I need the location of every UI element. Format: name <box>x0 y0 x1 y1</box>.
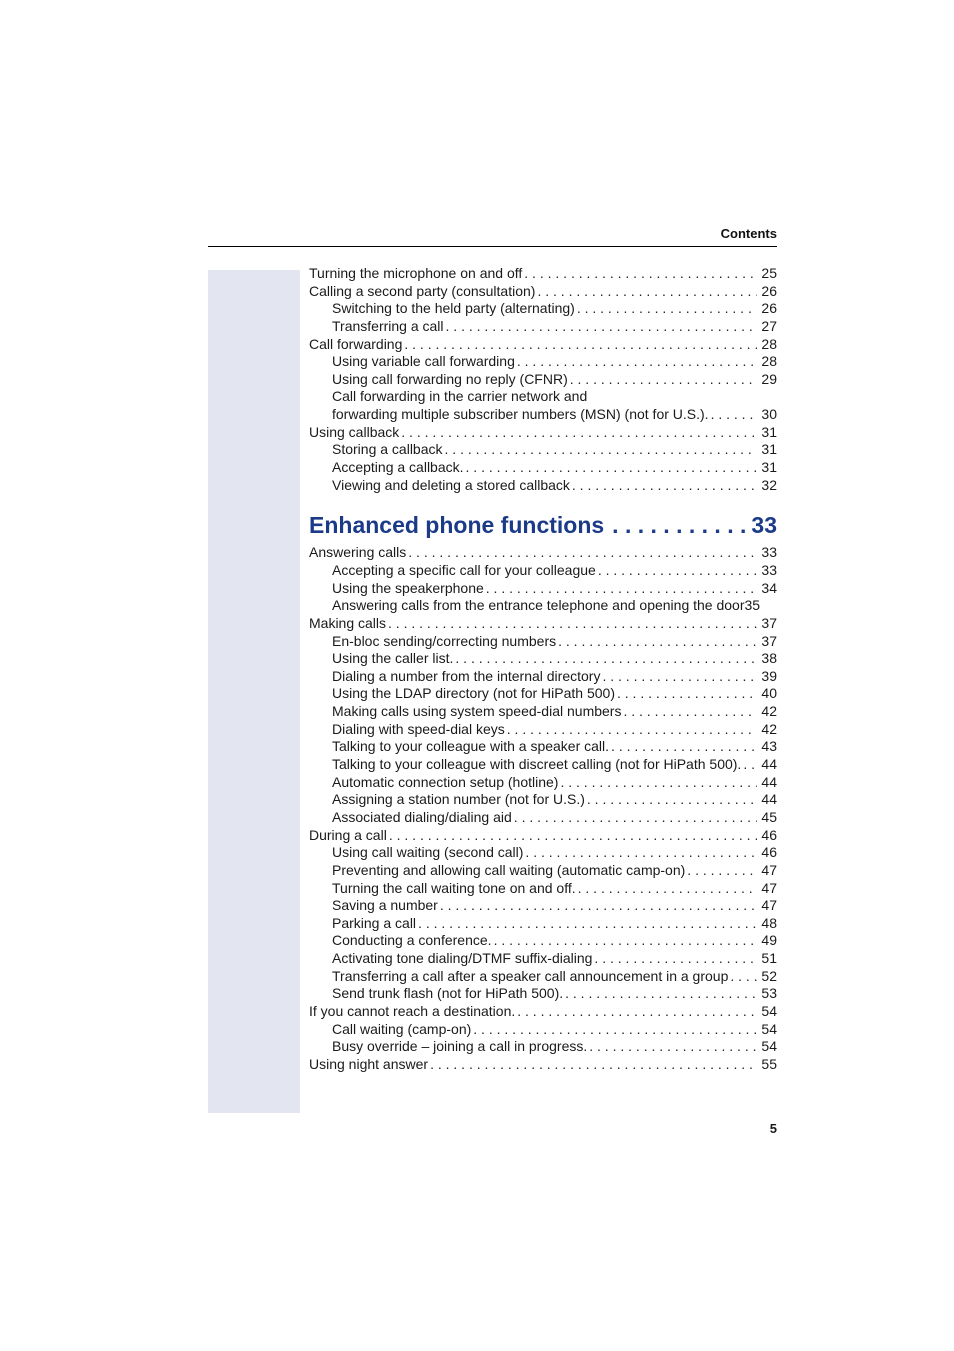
leader-dots <box>568 371 758 387</box>
toc-entry-title: Making calls <box>309 614 387 631</box>
leader-dots <box>709 406 758 422</box>
leader-dots <box>444 318 758 334</box>
leader-dots <box>453 650 757 666</box>
leader-dots <box>406 544 757 560</box>
toc-entry-page: 54 <box>761 1002 777 1019</box>
toc-entry-title: En-bloc sending/correcting numbers <box>332 632 557 649</box>
leader-dots <box>596 562 758 578</box>
toc-entry[interactable] <box>309 791 777 809</box>
section-title: Enhanced phone functions <box>309 512 605 539</box>
toc-entry-page: 55 <box>761 1055 777 1072</box>
toc-entry-page: 28 <box>761 335 777 352</box>
toc-entry[interactable] <box>309 950 777 968</box>
toc-entry-page: 53 <box>761 985 777 1002</box>
toc-entry-page: 44 <box>761 756 777 773</box>
toc-entry-title: Send trunk flash (not for HiPath 500). <box>332 985 564 1002</box>
toc-entry[interactable] <box>309 318 777 336</box>
leader-dots <box>615 685 757 701</box>
toc-entry-page: 31 <box>761 441 777 458</box>
leader-dots <box>505 721 758 737</box>
toc-entry-page: 32 <box>761 476 777 493</box>
toc-entry[interactable] <box>309 809 777 827</box>
leader-dots <box>438 897 758 913</box>
toc-entry-page: 35 <box>744 597 761 614</box>
toc-entry[interactable] <box>309 1038 777 1056</box>
toc-entry-title: Turning the microphone on and off <box>309 265 523 281</box>
toc-entry[interactable] <box>309 283 777 301</box>
leader-dots <box>387 827 758 843</box>
leader-dots <box>728 968 757 984</box>
toc-entry-page: 25 <box>761 265 777 281</box>
leader-dots <box>563 985 757 1001</box>
toc-entry[interactable] <box>309 1021 777 1039</box>
toc-entry-title: Switching to the held party (alternating) <box>332 300 575 317</box>
toc-entry-title: Talking to your colleague with discreet calling (not for HiPath 500). <box>332 756 742 773</box>
toc-entry-title: Viewing and deleting a stored callback <box>332 476 570 493</box>
toc-entry[interactable] <box>309 862 777 880</box>
toc-entry-page: 42 <box>761 703 777 720</box>
page-number: 5 <box>769 1121 777 1136</box>
leader-dots <box>585 791 758 807</box>
toc-entry-page: 31 <box>761 423 777 440</box>
toc-entry[interactable] <box>309 406 777 424</box>
section-heading[interactable] <box>309 512 777 540</box>
toc-entry-title: Associated dialing/dialing aid <box>332 808 512 825</box>
toc-entry-title: Preventing and allowing call waiting (automatic camp-on) <box>332 861 686 878</box>
leader-dots <box>402 336 757 352</box>
toc-entry[interactable] <box>309 336 777 354</box>
leader-dots <box>556 633 757 649</box>
toc-entry-title: Turning the call waiting tone on and off. <box>332 879 576 896</box>
toc-entry-title: Using the speakerphone <box>332 579 484 596</box>
toc-entry[interactable] <box>309 265 777 283</box>
toc-entry-title: Using night answer <box>309 1055 429 1072</box>
toc-entry-page: 46 <box>761 844 777 861</box>
toc-entry-page: 47 <box>761 897 777 914</box>
toc-entry[interactable] <box>309 371 777 389</box>
toc-entry-page: 48 <box>761 914 777 931</box>
toc-entry-page: 26 <box>761 282 777 299</box>
leader-dots <box>741 756 757 772</box>
toc-entry-title: Call forwarding in the carrier network and <box>332 388 588 405</box>
toc-entry[interactable] <box>309 459 777 477</box>
toc-entry-title: Using the caller list. <box>332 650 454 667</box>
toc-entry[interactable] <box>309 597 777 615</box>
toc-entry[interactable] <box>309 880 777 898</box>
toc-entry-title: Using call waiting (second call) <box>332 844 524 861</box>
toc-entry-title: Conducting a conference. <box>332 932 492 949</box>
toc-entry[interactable] <box>309 915 777 933</box>
header-title: Contents <box>720 226 777 241</box>
leader-dots <box>604 512 751 539</box>
leader-dots <box>685 862 757 878</box>
toc-entry-title: If you cannot reach a destination. <box>309 1002 516 1019</box>
toc-entry[interactable] <box>309 441 777 459</box>
toc-entry-title: Using the LDAP directory (not for HiPath 500) <box>332 685 615 702</box>
toc-entry-title: Using variable call forwarding <box>332 353 515 370</box>
table-of-contents <box>309 265 777 1074</box>
toc-entry-title: Answering calls from the entrance telephone and opening the door <box>332 597 745 614</box>
toc-entry-title: Talking to your colleague with a speaker call. <box>332 738 610 755</box>
toc-entry[interactable] <box>309 827 777 845</box>
toc-entry[interactable] <box>309 721 777 739</box>
toc-entry[interactable] <box>309 703 777 721</box>
toc-entry[interactable] <box>309 300 777 318</box>
leader-dots <box>515 353 758 369</box>
leader-dots <box>464 459 758 475</box>
toc-entry[interactable] <box>309 562 777 580</box>
toc-entry-title: Storing a callback <box>332 441 443 458</box>
toc-entry[interactable] <box>309 633 777 651</box>
toc-entry-title: Saving a number <box>332 897 438 914</box>
toc-entry[interactable] <box>309 897 777 915</box>
toc-entry-page: 54 <box>761 1038 777 1055</box>
toc-entry-page: 47 <box>761 879 777 896</box>
toc-entry-page: 51 <box>761 950 777 967</box>
leader-dots <box>558 774 757 790</box>
leader-dots <box>471 1021 757 1037</box>
leader-dots <box>587 1038 757 1054</box>
toc-entry-title: Using callback <box>309 423 400 440</box>
toc-entry-title: Using call forwarding no reply (CFNR) <box>332 370 568 387</box>
toc-entry[interactable] <box>309 932 777 950</box>
toc-entry[interactable] <box>309 844 777 862</box>
toc-entry[interactable] <box>309 424 777 442</box>
toc-entry-title: Calling a second party (consultation) <box>309 282 536 299</box>
toc-entry-page: 26 <box>761 300 777 317</box>
leader-dots <box>592 950 757 966</box>
toc-entry-page: 29 <box>761 370 777 387</box>
leader-dots <box>600 668 757 684</box>
toc-entry-title: Assigning a station number (not for U.S.) <box>332 791 585 808</box>
toc-group-bottom <box>309 544 777 1073</box>
toc-entry[interactable] <box>309 353 777 371</box>
toc-entry-title: Answering calls <box>309 544 407 561</box>
leader-dots <box>570 477 758 493</box>
toc-entry-title: Dialing with speed-dial keys <box>332 720 505 737</box>
header-divider <box>208 246 777 247</box>
leader-dots <box>621 703 757 719</box>
leader-dots <box>399 424 757 440</box>
toc-entry-title: Automatic connection setup (hotline) <box>332 773 559 790</box>
toc-entry-page: 54 <box>761 1020 777 1037</box>
toc-entry-page: 45 <box>761 808 777 825</box>
toc-entry-page: 33 <box>761 561 777 578</box>
toc-entry-page: 42 <box>761 720 777 737</box>
toc-entry[interactable] <box>309 985 777 1003</box>
toc-entry[interactable] <box>309 1056 777 1074</box>
toc-entry[interactable] <box>309 580 777 598</box>
leader-dots <box>609 738 757 754</box>
toc-entry-title: Busy override – joining a call in progress. <box>332 1038 588 1055</box>
toc-entry-title: Accepting a callback. <box>332 459 464 476</box>
toc-entry-title: Transferring a call after a speaker call announcement in a group <box>332 967 729 984</box>
toc-entry-page: 52 <box>761 967 777 984</box>
toc-entry-title: During a call <box>309 826 387 843</box>
leader-dots <box>575 300 758 316</box>
toc-entry-page: 31 <box>761 459 777 476</box>
toc-entry-title: forwarding multiple subscriber numbers (MSN) (not for U.S.). <box>332 406 709 423</box>
toc-entry-page: 30 <box>761 406 777 423</box>
toc-entry-title: Call forwarding <box>309 335 403 352</box>
toc-entry[interactable] <box>309 668 777 686</box>
toc-entry-title: Dialing a number from the internal directory <box>332 667 601 684</box>
toc-entry-page: 37 <box>761 632 777 649</box>
leader-dots <box>386 615 757 631</box>
toc-entry-page: 44 <box>761 791 777 808</box>
toc-entry-page: 47 <box>761 861 777 878</box>
toc-entry-title: Call waiting (camp-on) <box>332 1020 472 1037</box>
leader-dots <box>576 880 758 896</box>
toc-entry-page: 39 <box>761 667 777 684</box>
toc-entry-page: 27 <box>761 317 777 334</box>
toc-entry[interactable] <box>309 477 777 495</box>
toc-entry[interactable] <box>309 544 777 562</box>
leader-dots <box>484 580 758 596</box>
toc-entry-title: Activating tone dialing/DTMF suffix-dialing <box>332 950 593 967</box>
toc-entry[interactable] <box>309 774 777 792</box>
leader-dots <box>535 283 757 299</box>
leader-dots <box>428 1056 757 1072</box>
toc-entry[interactable] <box>309 968 777 986</box>
toc-entry-page: 44 <box>761 773 777 790</box>
toc-entry-page: 38 <box>761 650 777 667</box>
toc-entry-page: 40 <box>761 685 777 702</box>
section-page: 33 <box>751 512 777 539</box>
toc-entry-page: 37 <box>761 614 777 631</box>
toc-entry[interactable] <box>309 1003 777 1021</box>
toc-entry-page: 33 <box>761 544 777 561</box>
leader-dots <box>492 932 758 948</box>
toc-entry-page: 28 <box>761 353 777 370</box>
toc-entry-title: Making calls using system speed-dial numbers <box>332 703 622 720</box>
toc-entry[interactable] <box>309 738 777 756</box>
toc-entry-title: Transferring a call <box>332 317 444 334</box>
toc-entry-page: 46 <box>761 826 777 843</box>
leader-dots <box>512 809 758 825</box>
toc-entry[interactable] <box>309 650 777 668</box>
toc-entry-title: Accepting a specific call for your colleague <box>332 561 596 578</box>
toc-entry-page: 49 <box>761 932 777 949</box>
leader-dots <box>515 1003 757 1019</box>
toc-entry[interactable] <box>309 388 777 406</box>
leader-dots <box>522 265 757 281</box>
toc-group-top <box>309 265 777 494</box>
leader-dots <box>443 441 758 457</box>
toc-entry[interactable] <box>309 615 777 633</box>
toc-entry-page: 34 <box>761 579 777 596</box>
toc-entry[interactable] <box>309 685 777 703</box>
toc-entry-title: Parking a call <box>332 914 417 931</box>
leader-dots <box>416 915 757 931</box>
toc-entry[interactable] <box>309 756 777 774</box>
leader-dots <box>523 844 757 860</box>
toc-entry-page: 43 <box>761 738 777 755</box>
margin-sidebar <box>208 270 300 1113</box>
